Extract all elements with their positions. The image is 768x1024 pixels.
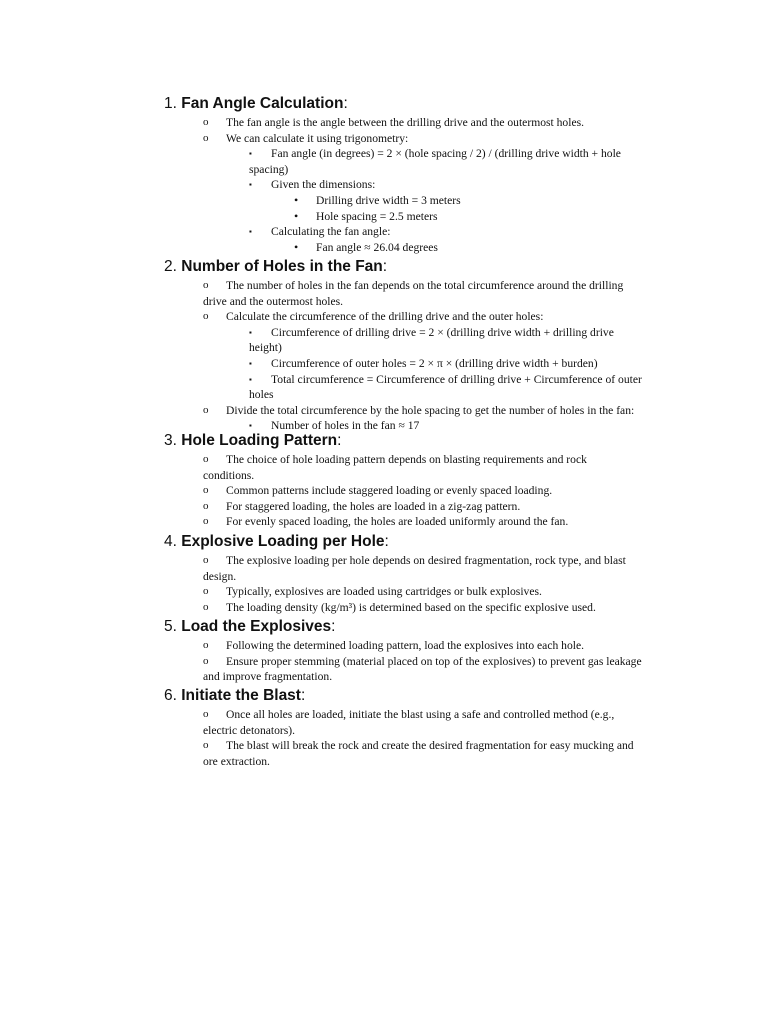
list-bullet-icon: •: [294, 193, 299, 207]
list-bullet-icon: o: [203, 403, 209, 416]
list-bullet-icon: ▪: [249, 149, 252, 159]
list-item-continuation: holes: [249, 388, 274, 402]
list-item-continuation: conditions.: [203, 468, 255, 482]
list-item-text: The fan angle is the angle between the drilling drive and the outermost holes.: [226, 116, 585, 129]
list-bullet-icon: •: [294, 239, 299, 254]
list-item-continuation: design.: [203, 569, 237, 583]
list-bullet-icon: o: [203, 116, 209, 128]
section-title: Fan Angle Calculation: [181, 95, 344, 112]
section-colon: :: [331, 618, 336, 635]
list-item-text: Common patterns include staggered loading or evenly spaced loading.: [226, 484, 553, 498]
list-bullet-icon: o: [203, 515, 209, 528]
section-heading: [164, 686, 305, 706]
list-item-text: Fan angle ≈ 26.04 degrees: [316, 240, 438, 254]
section-heading: [164, 94, 348, 114]
list-bullet-icon: o: [203, 654, 209, 667]
list-bullet-icon: o: [203, 739, 209, 752]
section-heading: [164, 431, 341, 451]
list-bullet-icon: o: [203, 499, 209, 512]
list-item-text: Drilling drive width = 3 meters: [316, 194, 461, 207]
list-bullet-icon: ▪: [249, 421, 252, 431]
list-item-continuation: height): [249, 341, 282, 355]
section-title: Hole Loading Pattern: [181, 432, 338, 449]
list-bullet-icon: o: [203, 310, 209, 323]
section-colon: :: [343, 95, 348, 112]
list-item-text: Number of holes in the fan ≈ 17: [271, 419, 420, 433]
list-item-text: For evenly spaced loading, the holes are loaded uniformly around the fan.: [226, 515, 569, 529]
list-item-continuation: and improve fragmentation.: [203, 670, 333, 684]
section-title: Explosive Loading per Hole: [181, 533, 385, 550]
list-bullet-icon: ▪: [249, 327, 252, 337]
section-colon: :: [300, 687, 306, 704]
section-colon: :: [384, 533, 389, 550]
list-item-text: The explosive loading per hole depends on desired fragmentation, rock type, and blast: [226, 554, 626, 567]
list-item-text: We can calculate it using trigonometry:: [226, 131, 409, 145]
list-bullet-icon: o: [203, 131, 209, 144]
list-item-text: For staggered loading, the holes are loaded in a zig-zag pattern.: [226, 499, 521, 513]
list-bullet-icon: o: [203, 453, 209, 465]
list-item-text: Circumference of drilling drive = 2 × (drilling drive width + drilling drive: [271, 325, 614, 339]
list-bullet-icon: ▪: [249, 227, 252, 237]
list-item-text: Given the dimensions:: [271, 178, 376, 192]
list-item-continuation: spacing): [249, 162, 289, 176]
section-title: Initiate the Blast: [181, 687, 301, 704]
section-number: 1.: [164, 95, 177, 112]
list-item-continuation: electric detonators).: [203, 723, 296, 737]
list-bullet-icon: o: [203, 708, 209, 720]
list-item-text: Calculate the circumference of the drilling drive and the outer holes:: [226, 310, 544, 324]
list-bullet-icon: ▪: [249, 374, 252, 384]
list-bullet-icon: o: [203, 585, 209, 598]
section-colon: :: [382, 258, 388, 275]
list-item-text: Fan angle (in degrees) = 2 × (hole spacing / 2) / (drilling drive width + hole: [271, 147, 621, 161]
list-item-text: Following the determined loading pattern, load the explosives into each hole.: [226, 639, 585, 652]
list-item-text: Ensure proper stemming (material placed on top of the explosives) to prevent gas leakage: [226, 654, 642, 668]
list-item-continuation: ore extraction.: [203, 754, 270, 768]
section-heading: [164, 257, 387, 277]
list-bullet-icon: ▪: [249, 180, 252, 190]
section-number: 3.: [164, 432, 177, 449]
section-number: 5.: [164, 618, 177, 635]
list-bullet-icon: •: [294, 208, 299, 223]
list-bullet-icon: o: [203, 484, 209, 497]
list-bullet-icon: ▪: [249, 359, 252, 368]
section-colon: :: [337, 432, 342, 449]
list-item-text: Once all holes are loaded, initiate the blast using a safe and controlled method (e.g.,: [226, 708, 615, 721]
list-bullet-icon: o: [203, 554, 209, 566]
list-item-text: Typically, explosives are loaded using cartridges or bulk explosives.: [226, 585, 542, 599]
section-title: Load the Explosives: [181, 618, 332, 635]
section-number: 4.: [164, 533, 177, 550]
list-item-text: Hole spacing = 2.5 meters: [316, 209, 438, 223]
list-item-continuation: drive and the outermost holes.: [203, 294, 344, 308]
section-number: 2.: [164, 258, 177, 275]
list-item-text: The number of holes in the fan depends on the total circumference around the drilling: [226, 279, 624, 292]
list-item-text: Circumference of outer holes = 2 × π × (drilling drive width + burden): [271, 357, 598, 370]
list-bullet-icon: o: [203, 639, 209, 651]
section-heading: [164, 617, 335, 637]
section-number: 6.: [164, 687, 177, 704]
list-item-text: Total circumference = Circumference of drilling drive + Circumference of outer: [271, 372, 642, 386]
list-bullet-icon: o: [203, 279, 209, 291]
list-item-text: The loading density (kg/m³) is determined based on the specific explosive used.: [226, 600, 596, 614]
section-heading: [164, 532, 389, 552]
list-item-text: The blast will break the rock and create the desired fragmentation for easy mucking and: [226, 739, 634, 753]
list-item-text: Divide the total circumference by the hole spacing to get the number of holes in the fan:: [226, 403, 635, 417]
list-item-text: Calculating the fan angle:: [271, 225, 391, 239]
list-bullet-icon: o: [203, 600, 209, 613]
list-item-text: The choice of hole loading pattern depends on blasting requirements and rock: [226, 453, 587, 466]
section-title: Number of Holes in the Fan: [181, 258, 383, 275]
